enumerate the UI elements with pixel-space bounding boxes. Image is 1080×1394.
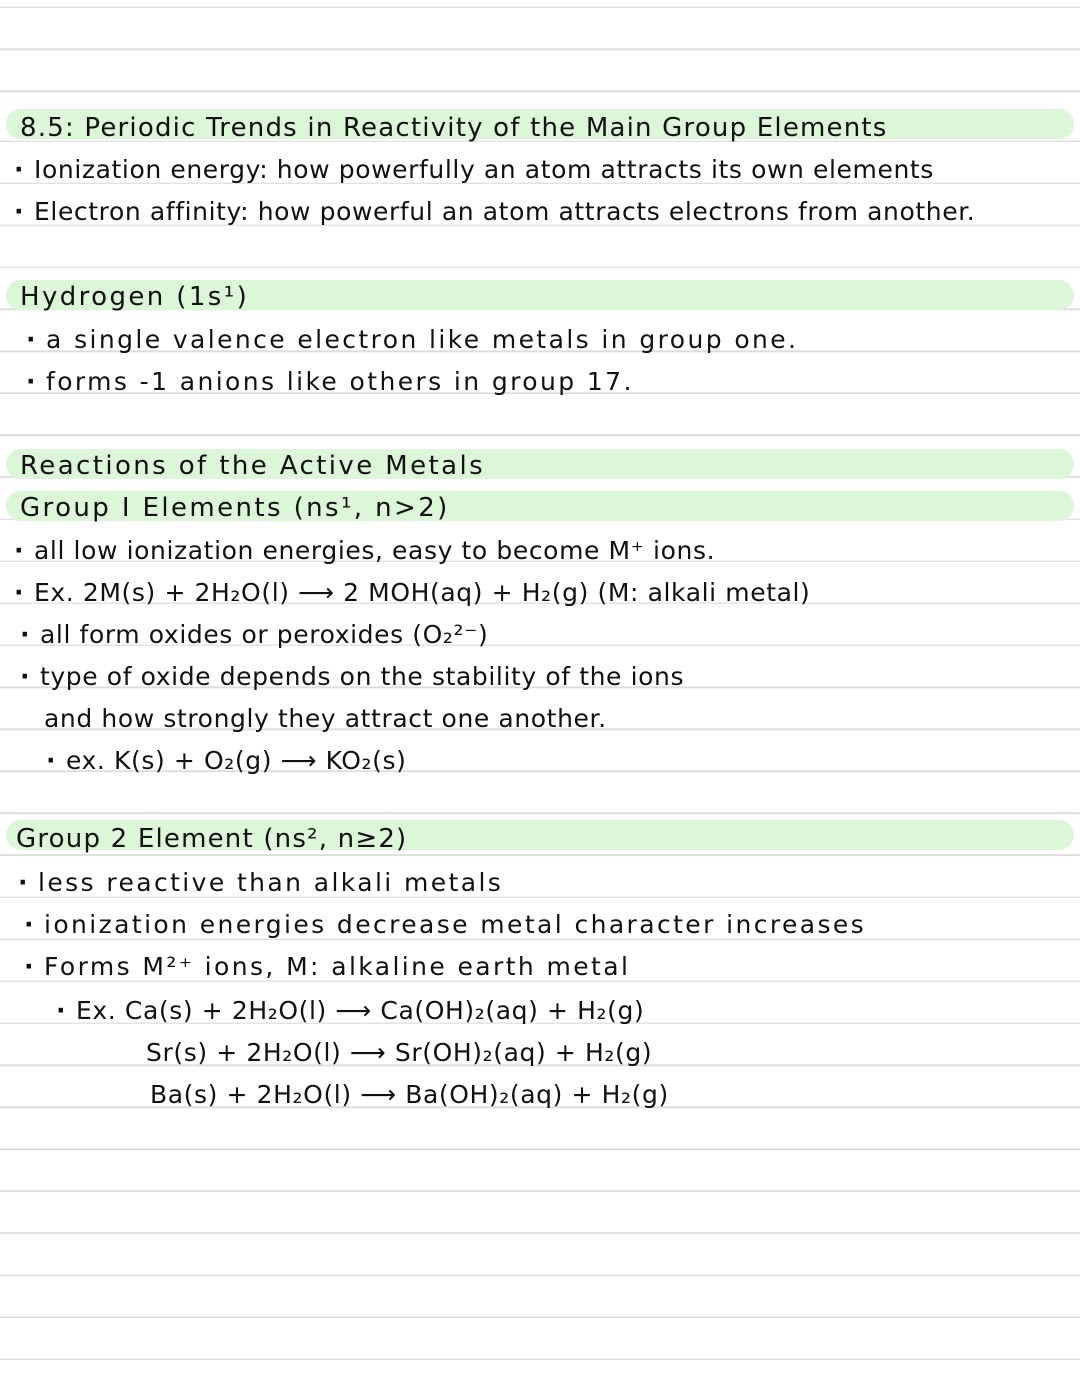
bullet-dot [56, 996, 76, 1026]
group2-title: Group 2 Element (ns², n≥2) [16, 824, 408, 854]
note-hydrogen-valence [26, 325, 798, 355]
note-group2-ie-decrease [24, 910, 866, 940]
note-text: less reactive than alkali metals [38, 868, 504, 897]
note-text: Electron affinity: how powerful an atom attracts electrons from another. [34, 197, 976, 226]
note-text: Ex. Ca(s) + 2H₂O(l) ⟶ Ca(OH)₂(aq) + H₂(g) [76, 996, 645, 1025]
note-electron-affinity [14, 197, 975, 227]
note-text: Ex. 2M(s) + 2H₂O(l) ⟶ 2 MOH(aq) + H₂(g) (M: alkali metal) [34, 578, 811, 607]
note-group2-ca-example [56, 996, 644, 1026]
bullet-dot [20, 620, 40, 650]
note-text: forms -1 anions like others in group 17. [46, 367, 634, 396]
note-text: ex. K(s) + O₂(g) ⟶ KO₂(s) [66, 746, 407, 775]
note-group2-ba-example: Ba(s) + 2H₂O(l) ⟶ Ba(OH)₂(aq) + H₂(g) [150, 1080, 669, 1109]
note-group1-k-example [46, 746, 406, 776]
note-group2-less-reactive [18, 868, 503, 898]
note-hydrogen-anions [26, 367, 634, 397]
bullet-dot [14, 578, 34, 608]
bullet-dot [24, 910, 44, 940]
bullet-dot [24, 952, 44, 982]
note-text: type of oxide depends on the stability of the ions [40, 662, 685, 691]
bullet-dot [46, 746, 66, 776]
note-text: a single valence electron like metals in group one. [46, 325, 799, 354]
note-group1-oxide-type-cont: and how strongly they attract one another. [44, 704, 607, 733]
note-text: all low ionization energies, easy to become M⁺ ions. [34, 536, 716, 565]
bullet-dot [26, 367, 46, 397]
note-text: ionization energies decrease metal character increases [44, 910, 867, 939]
note-group1-oxides [20, 620, 488, 650]
note-text: all form oxides or peroxides (O₂²⁻) [40, 620, 489, 649]
group1-title: Group I Elements (ns¹, n>2) [20, 493, 450, 523]
note-group2-forms-ions [24, 952, 630, 982]
note-group2-sr-example: Sr(s) + 2H₂O(l) ⟶ Sr(OH)₂(aq) + H₂(g) [146, 1038, 653, 1067]
bullet-dot [14, 197, 34, 227]
note-ionization-energy [14, 155, 934, 185]
bullet-dot [14, 536, 34, 566]
active-metals-title: Reactions of the Active Metals [20, 451, 486, 481]
note-text: Forms M²⁺ ions, M: alkaline earth metal [44, 952, 631, 981]
bullet-dot [26, 325, 46, 355]
section-8-5-title: 8.5: Periodic Trends in Reactivity of the Main Group Elements [20, 113, 888, 143]
bullet-dot [18, 868, 38, 898]
bullet-dot [20, 662, 40, 692]
note-group1-oxide-type [20, 662, 684, 692]
note-text: Ionization energy: how powerfully an atom attracts its own elements [34, 155, 934, 184]
note-group1-low-ie [14, 536, 715, 566]
hydrogen-title: Hydrogen (1s¹) [20, 282, 250, 312]
bullet-dot [14, 155, 34, 185]
note-group1-example [14, 578, 810, 608]
